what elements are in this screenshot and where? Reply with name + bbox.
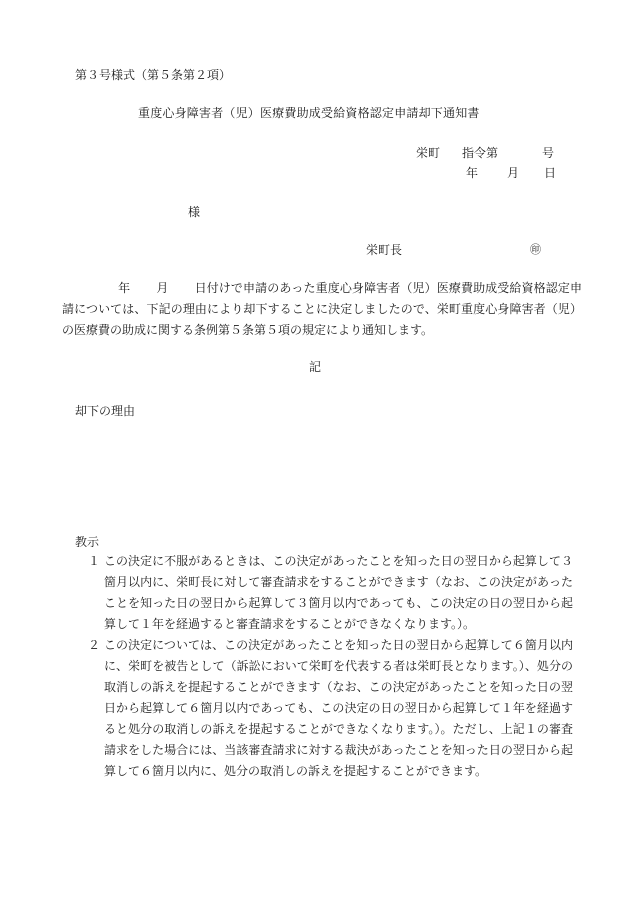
date-year: 年 <box>466 166 479 180</box>
issuer-name: 栄町長 <box>366 243 403 257</box>
notice-item-number: １ <box>88 554 101 568</box>
notice-item-text: この決定に不服があるときは、この決定があったことを知った日の翌日から起算して３箇月以内に、栄町長に対して審査請求をすることができます（なお、この決定があったことを知った日の翌日から起算して３箇月以内であっても、この決定の日の翌日から起算して１年を経過すると審査請求をすることができなくなります。）。 <box>104 554 573 631</box>
body-paragraph <box>62 278 582 341</box>
doc-number-office: 栄町 <box>416 146 441 160</box>
form-number: 第３号様式（第５条第２項） <box>75 68 232 82</box>
date-day: 日 <box>544 166 557 180</box>
rejection-reason-label: 却下の理由 <box>75 404 136 418</box>
seal-mark: ㊞ <box>530 243 541 256</box>
issue-date <box>466 164 556 181</box>
notice-item-number: ２ <box>88 638 101 652</box>
doc-number-prefix: 指令第 <box>462 146 499 160</box>
body-year: 年 <box>118 281 131 295</box>
addressee-suffix: 様 <box>188 205 201 219</box>
ki-heading: 記 <box>309 360 322 374</box>
date-month: 月 <box>507 166 520 180</box>
notice-list <box>88 551 573 782</box>
body-text: 日付けで申請のあった重度心身障害者（児）医療費助成受給資格認定申請については、下記の理由により却下することに決定しましたので、栄町重度心身障害者（児）の医療費の助成に関する条例第５条第５項の規定により通知します。 <box>62 281 582 337</box>
document-number <box>416 144 554 161</box>
body-month: 月 <box>156 281 169 295</box>
notice-item-text: この決定については、この決定があったことを知った日の翌日から起算して６箇月以内に、栄町を被告として（訴訟において栄町を代表する者は栄町長となります。）、処分の取消しの訴えを提起することができます（なお、この決定があったことを知った日の翌日から起算して６箇月以内であっても、この決定の日の翌日から起算して１年を経過すると処分の取消しの訴えを提起することができなくなります。）。ただし、上記１の審査請求をした場合には、当該審査請求に対する裁決があったことを知った日の翌日から起算して６箇月以内に、処分の取消しの訴えを提起することができます。 <box>104 638 573 778</box>
notice-item <box>88 635 573 782</box>
doc-number-suffix: 号 <box>542 146 555 160</box>
notice-item <box>88 551 573 635</box>
page-title: 重度心身障害者（児）医療費助成受給資格認定申請却下通知書 <box>138 106 480 120</box>
notice-heading: 教示 <box>75 535 100 549</box>
